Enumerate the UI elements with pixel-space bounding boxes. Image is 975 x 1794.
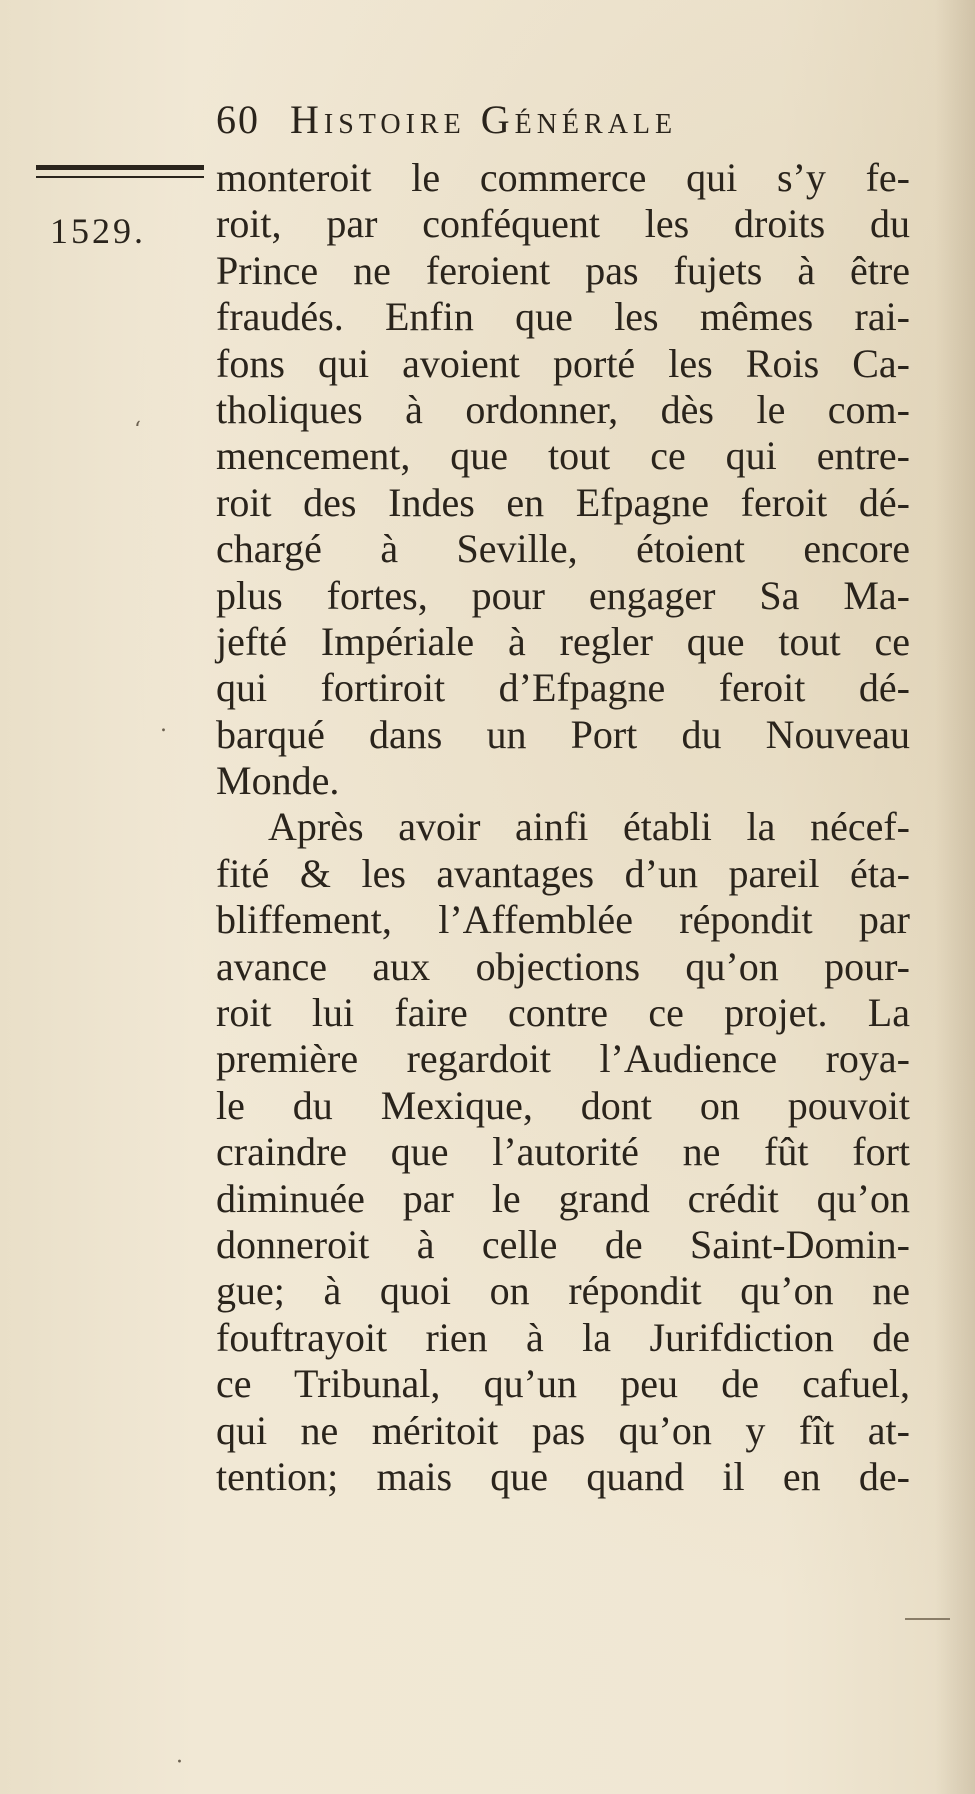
body-text [216, 155, 910, 1500]
page-end-mark [905, 1618, 950, 1620]
text-line: Monde. [216, 758, 340, 804]
text-line: qui ne méritoit pas qu’on y fît at- [216, 1407, 910, 1453]
text-line: avance aux objections qu’on pour- [216, 943, 910, 989]
section-rule [36, 165, 204, 178]
text-line: tention; mais que quand il en de- [216, 1453, 910, 1499]
page-edge-shadow [935, 0, 975, 1794]
margin-mark: · [176, 1750, 183, 1775]
text-line: roit lui faire contre ce projet. La [216, 990, 910, 1036]
text-line: jefté Impériale à regler que tout ce [216, 618, 910, 664]
margin-year-note: 1529. [50, 211, 146, 251]
text-line: roit des Indes en Efpagne feroit dé- [216, 479, 910, 525]
text-line: Prince ne feroient pas fujets à être [216, 247, 910, 293]
text-line: gue; à quoi on répondit qu’on ne [216, 1268, 910, 1314]
page-number: 60 [216, 97, 260, 142]
page-header [216, 96, 916, 146]
text-line: plus fortes, pour engager Sa Ma- [216, 572, 910, 618]
text-line: mencement, que tout ce qui entre- [216, 433, 910, 479]
text-line: fraudés. Enfin que les mêmes rai- [216, 294, 910, 340]
text-line: bliffement, l’Affemblée répondit par [216, 897, 910, 943]
text-line: le du Mexique, dont on pouvoit [216, 1082, 910, 1128]
text-line: craindre que l’autorité ne fût fort [216, 1129, 910, 1175]
text-line: ce Tribunal, qu’un peu de cafuel, [216, 1361, 910, 1407]
paragraph-start-line: Après avoir ainfi établi la nécef- [268, 804, 910, 850]
margin-mark: ‘ [134, 418, 141, 443]
margin-mark: . [160, 712, 167, 737]
text-line: qui fortiroit d’Efpagne feroit dé- [216, 665, 910, 711]
text-line: monteroit le commerce qui s’y fe- [216, 155, 910, 200]
text-line: donneroit à celle de Saint-Domin- [216, 1221, 910, 1267]
text-line: tholiques à ordonner, dès le com- [216, 386, 910, 432]
text-line: barqué dans un Port du Nouveau [216, 711, 910, 757]
running-head: Histoire Générale [290, 97, 678, 142]
text-line: fité & les avantages d’un pareil éta- [216, 850, 910, 896]
text-line: fouftrayoit rien à la Jurifdiction de [216, 1314, 910, 1360]
text-line: roit, par conféquent les droits du [216, 201, 910, 247]
text-line: première regardoit l’Audience roya- [216, 1036, 910, 1082]
text-line: diminuée par le grand crédit qu’on [216, 1175, 910, 1221]
text-line: fons qui avoient porté les Rois Ca- [216, 340, 910, 386]
text-line: chargé à Seville, étoient encore [216, 526, 910, 572]
